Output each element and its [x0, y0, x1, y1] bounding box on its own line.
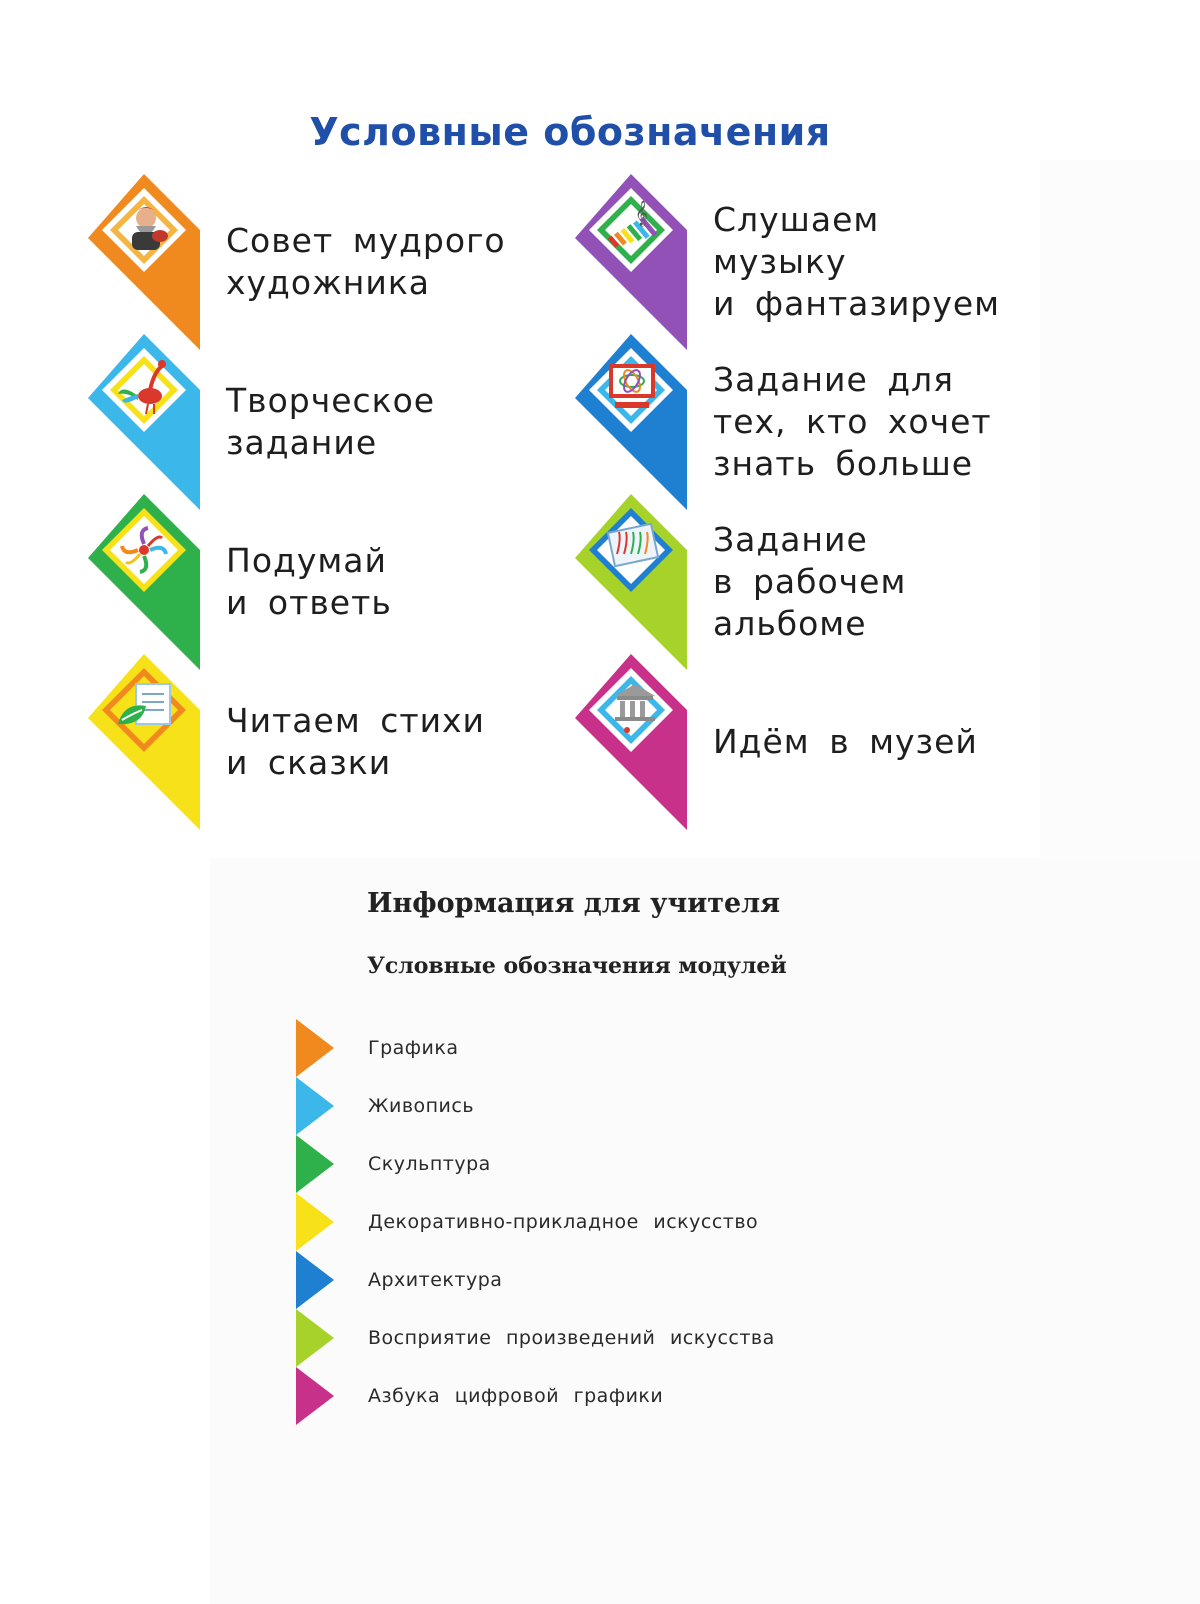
teacher-info-heading: Информация для учителя — [367, 888, 781, 919]
museum-icon — [575, 654, 689, 830]
music-icon — [575, 174, 689, 350]
book-icon — [88, 654, 202, 830]
album-icon — [575, 494, 689, 670]
modules-legend-heading: Условные обозначения модулей — [367, 953, 787, 979]
legend-label: Читаем стихи и сказки — [226, 701, 485, 782]
light-blue-triangle-icon — [296, 1077, 336, 1135]
module-decorative-art — [296, 1193, 996, 1251]
module-label: Скульптура — [368, 1153, 491, 1175]
legend-label: Задание в рабочем альбоме — [713, 520, 907, 643]
yellow-triangle-icon — [296, 1193, 336, 1251]
wise-artist-icon — [88, 174, 202, 350]
lime-triangle-icon — [296, 1309, 336, 1367]
blue-triangle-icon — [296, 1251, 336, 1309]
module-label: Графика — [368, 1037, 459, 1059]
module-graphics — [296, 1019, 996, 1077]
svg-text:𝄞: 𝄞 — [635, 201, 649, 226]
module-label: Живопись — [368, 1095, 475, 1117]
legend-label: Слушаем музыку и фантазируем — [713, 200, 1001, 323]
module-label: Восприятие произведений искусства — [368, 1327, 775, 1349]
module-architecture — [296, 1251, 996, 1309]
green-triangle-icon — [296, 1135, 336, 1193]
page-title: Условные обозначения — [309, 110, 831, 154]
computer-icon — [575, 334, 689, 510]
ornament-icon — [88, 494, 202, 670]
module-label: Архитектура — [368, 1269, 503, 1291]
module-label: Декоративно-прикладное искусство — [368, 1211, 759, 1233]
module-painting — [296, 1077, 996, 1135]
module-sculpture — [296, 1135, 996, 1193]
module-art-perception — [296, 1309, 996, 1367]
orange-triangle-icon — [296, 1019, 336, 1077]
firebird-icon — [88, 334, 202, 510]
module-label: Азбука цифровой графики — [368, 1385, 664, 1407]
legend-label: Идём в музей — [713, 722, 978, 761]
module-digital-graphics — [296, 1367, 996, 1425]
page-margin-area — [1040, 160, 1200, 860]
legend-label: Задание для тех, кто хочет знать больше — [713, 360, 992, 483]
legend-label: Подумай и ответь — [226, 541, 392, 622]
magenta-triangle-icon — [296, 1367, 336, 1425]
legend-label: Творческое задание — [226, 381, 436, 462]
legend-label: Совет мудрого художника — [226, 221, 506, 302]
